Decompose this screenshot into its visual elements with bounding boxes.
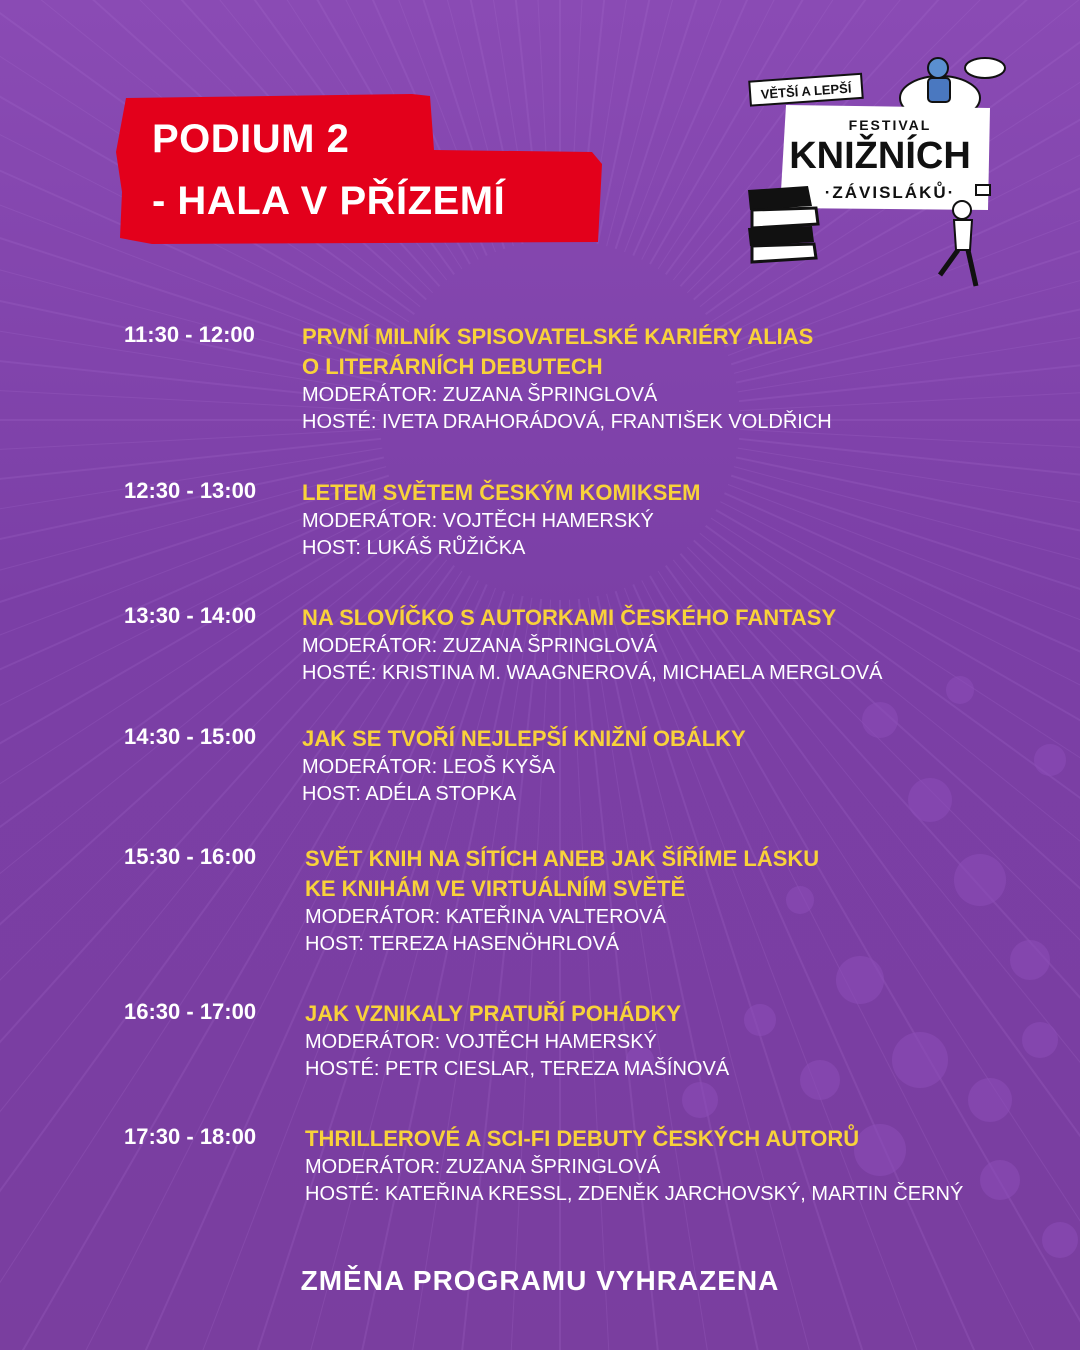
festival-logo: [740, 50, 1010, 295]
session-guests: HOSTÉ: IVETA DRAHORÁDOVÁ, FRANTIŠEK VOLDŘICH: [302, 411, 832, 433]
background-ray: [579, 599, 707, 1350]
background-dot: [682, 1082, 718, 1118]
session-time: 15:30 - 16:00: [124, 844, 257, 869]
cloud-shape: [965, 58, 1005, 78]
background-ray: [597, 596, 851, 1350]
background-ray: [0, 571, 462, 1350]
session-time: 14:30 - 15:00: [124, 724, 257, 749]
title-banner: [112, 92, 604, 247]
session-guests: HOSTÉ: KATEŘINA KRESSL, ZDENĚK JARCHOVSKÝ, MARTIN ČERNÝ: [305, 1183, 964, 1205]
session-title-line: NA SLOVÍČKO S AUTORKAMI ČESKÉHO FANTASY: [302, 605, 837, 630]
session-details: [305, 999, 1005, 1083]
session-guests: HOST: ADÉLA STOPKA: [302, 783, 517, 805]
background-ray: [588, 598, 779, 1350]
background-ray: [487, 600, 551, 1350]
background-dot: [968, 1078, 1012, 1122]
session-guests: HOSTÉ: KRISTINA M. WAAGNEROVÁ, MICHAELA MERGLOVÁ: [302, 662, 883, 684]
session-title-line: THRILLEROVÉ A SCI-FI DEBUTY ČESKÝCH AUTORŮ: [305, 1126, 860, 1151]
background-ray: [341, 598, 532, 1350]
session-guests: HOSTÉ: PETR CIESLAR, TEREZA MAŠÍNOVÁ: [305, 1058, 730, 1080]
background-dot: [1022, 1022, 1058, 1058]
background-dot: [1034, 744, 1066, 776]
session-title-line: JAK SE TVOŘÍ NEJLEPŠÍ KNIŽNÍ OBÁLKY: [302, 726, 746, 751]
session-details: [305, 1124, 1005, 1208]
session-title-line: O LITERÁRNÍCH DEBUTECH: [302, 354, 603, 379]
books-stack-icon: [748, 186, 818, 262]
background-ray: [0, 580, 478, 1350]
session-moderator: MODERÁTOR: ZUZANA ŠPRINGLOVÁ: [302, 635, 658, 657]
session-time: 16:30 - 17:00: [124, 999, 257, 1024]
session-moderator: MODERÁTOR: KATEŘINA VALTEROVÁ: [305, 906, 666, 928]
background-dot: [1010, 940, 1050, 980]
session-title-line: PRVNÍ MILNÍK SPISOVATELSKÉ KARIÉRY ALIAS: [302, 324, 814, 349]
logo-tag: [749, 74, 862, 106]
session-details: [305, 844, 1005, 958]
session-time: 11:30 - 12:00: [124, 322, 255, 347]
logo-artwork: [740, 50, 1010, 295]
background-ray: [569, 600, 633, 1350]
reader-figure-body: [928, 78, 950, 102]
page-title-line-1: PODIUM 2: [152, 117, 350, 161]
session-time: 12:30 - 13:00: [124, 478, 257, 503]
session-title-line: LETEM SVĚTEM ČESKÝM KOMIKSEM: [302, 480, 701, 505]
session-title-line: KE KNIHÁM VE VIRTUÁLNÍM SVĚTĚ: [305, 876, 686, 901]
session-details: [302, 478, 1002, 562]
session-details: [302, 724, 1002, 808]
background-ray: [414, 599, 542, 1350]
session-title-line: JAK VZNIKALY PRATUŘÍ POHÁDKY: [305, 1001, 682, 1026]
session-guests: HOST: LUKÁŠ RŮŽIČKA: [302, 537, 526, 559]
reader-figure-icon: [928, 58, 948, 78]
session-moderator: MODERÁTOR: LEOŠ KYŠA: [302, 756, 556, 778]
session-time: 17:30 - 18:00: [124, 1124, 257, 1149]
logo-small-text: FESTIVAL: [848, 117, 932, 133]
session-moderator: MODERÁTOR: ZUZANA ŠPRINGLOVÁ: [305, 1156, 661, 1178]
logo-main-text: KNIŽNÍCH: [789, 135, 971, 177]
session-moderator: MODERÁTOR: VOJTĚCH HAMERSKÝ: [305, 1031, 657, 1053]
background-ray: [269, 596, 523, 1350]
session-moderator: MODERÁTOR: ZUZANA ŠPRINGLOVÁ: [302, 384, 658, 406]
footer-note: ZMĚNA PROGRAMU VYHRAZENA: [300, 1265, 780, 1296]
page-title-line-2: - HALA V PŘÍZEMÍ: [152, 179, 506, 223]
logo-sub-text: ·ZÁVISLÁKŮ·: [824, 183, 956, 202]
session-time: 13:30 - 14:00: [124, 603, 257, 628]
session-guests: HOST: TEREZA HASENÖHRLOVÁ: [305, 933, 620, 955]
session-title-line: SVĚT KNIH NA SÍTÍCH ANEB JAK ŠÍŘÍME LÁSKU: [305, 846, 820, 871]
logo-tag-text: VĚTŠÍ A LEPŠÍ: [760, 80, 852, 102]
background-ray: [58, 588, 495, 1350]
background-dot: [836, 956, 884, 1004]
session-details: [302, 603, 1002, 687]
session-details: [302, 322, 1002, 436]
background-dot: [1042, 1222, 1078, 1258]
session-moderator: MODERÁTOR: VOJTĚCH HAMERSKÝ: [302, 510, 654, 532]
